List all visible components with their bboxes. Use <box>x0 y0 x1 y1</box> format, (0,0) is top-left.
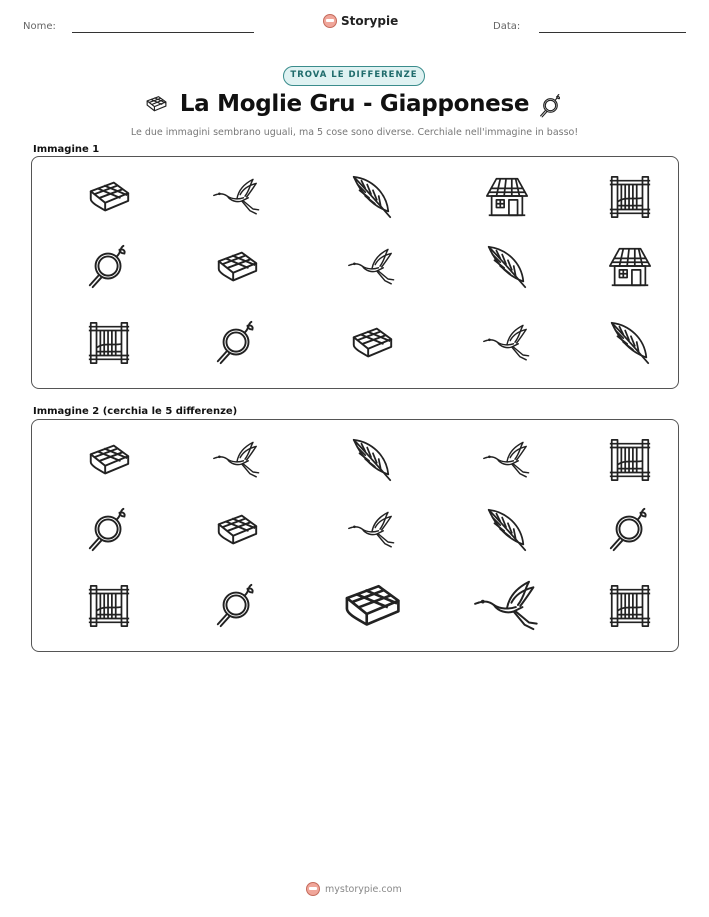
feather-icon[interactable] <box>606 319 654 367</box>
futon-icon[interactable] <box>213 243 261 291</box>
loom-icon[interactable] <box>85 582 133 630</box>
image2-label: Immagine 2 (cerchia le 5 differenze) <box>33 406 238 417</box>
image1-label: Immagine 1 <box>33 144 100 155</box>
image1-panel <box>31 156 679 389</box>
name-field[interactable] <box>72 32 254 33</box>
image2-grid <box>32 420 678 651</box>
crane-icon[interactable] <box>474 573 540 639</box>
image1-grid <box>32 157 678 388</box>
futon-icon[interactable] <box>213 506 261 554</box>
feather-icon[interactable] <box>348 436 396 484</box>
page-title: La Moglie Gru - Giapponese <box>179 91 530 117</box>
loom-icon[interactable] <box>606 173 654 221</box>
feather-icon[interactable] <box>348 173 396 221</box>
ring-icon[interactable] <box>85 243 133 291</box>
house-icon[interactable] <box>606 243 654 291</box>
feather-icon[interactable] <box>483 243 531 291</box>
ring-icon[interactable] <box>213 319 261 367</box>
crane-icon[interactable] <box>213 436 261 484</box>
date-label: Data: <box>493 21 521 32</box>
image2-panel <box>31 419 679 652</box>
storypie-logo-icon <box>323 14 337 28</box>
ring-icon[interactable] <box>606 506 654 554</box>
ring-icon[interactable] <box>213 582 261 630</box>
crane-icon[interactable] <box>348 243 396 291</box>
brand-name: Storypie <box>341 14 399 28</box>
activity-badge: TROVA LE DIFFERENZE <box>283 66 425 86</box>
instructions: Le due immagini sembrano uguali, ma 5 cose sono diverse. Cerchiale nell'immagine in basso! <box>130 127 579 138</box>
house-icon[interactable] <box>483 173 531 221</box>
ring-icon <box>538 93 564 123</box>
loom-icon[interactable] <box>606 436 654 484</box>
crane-icon[interactable] <box>213 173 261 221</box>
crane-icon[interactable] <box>483 436 531 484</box>
date-field[interactable] <box>539 32 686 33</box>
storypie-logo-icon <box>306 882 320 896</box>
loom-icon[interactable] <box>85 319 133 367</box>
footer-url[interactable]: mystorypie.com <box>325 883 402 895</box>
feather-icon[interactable] <box>483 506 531 554</box>
futon-icon[interactable] <box>85 436 133 484</box>
name-label: Nome: <box>23 21 56 32</box>
futon-icon[interactable] <box>85 173 133 221</box>
futon-icon[interactable] <box>348 319 396 367</box>
ring-icon[interactable] <box>85 506 133 554</box>
crane-icon[interactable] <box>483 319 531 367</box>
loom-icon[interactable] <box>606 582 654 630</box>
footer <box>306 882 402 896</box>
futon-icon[interactable] <box>339 573 405 639</box>
crane-icon[interactable] <box>348 506 396 554</box>
brand-logo <box>323 14 398 28</box>
